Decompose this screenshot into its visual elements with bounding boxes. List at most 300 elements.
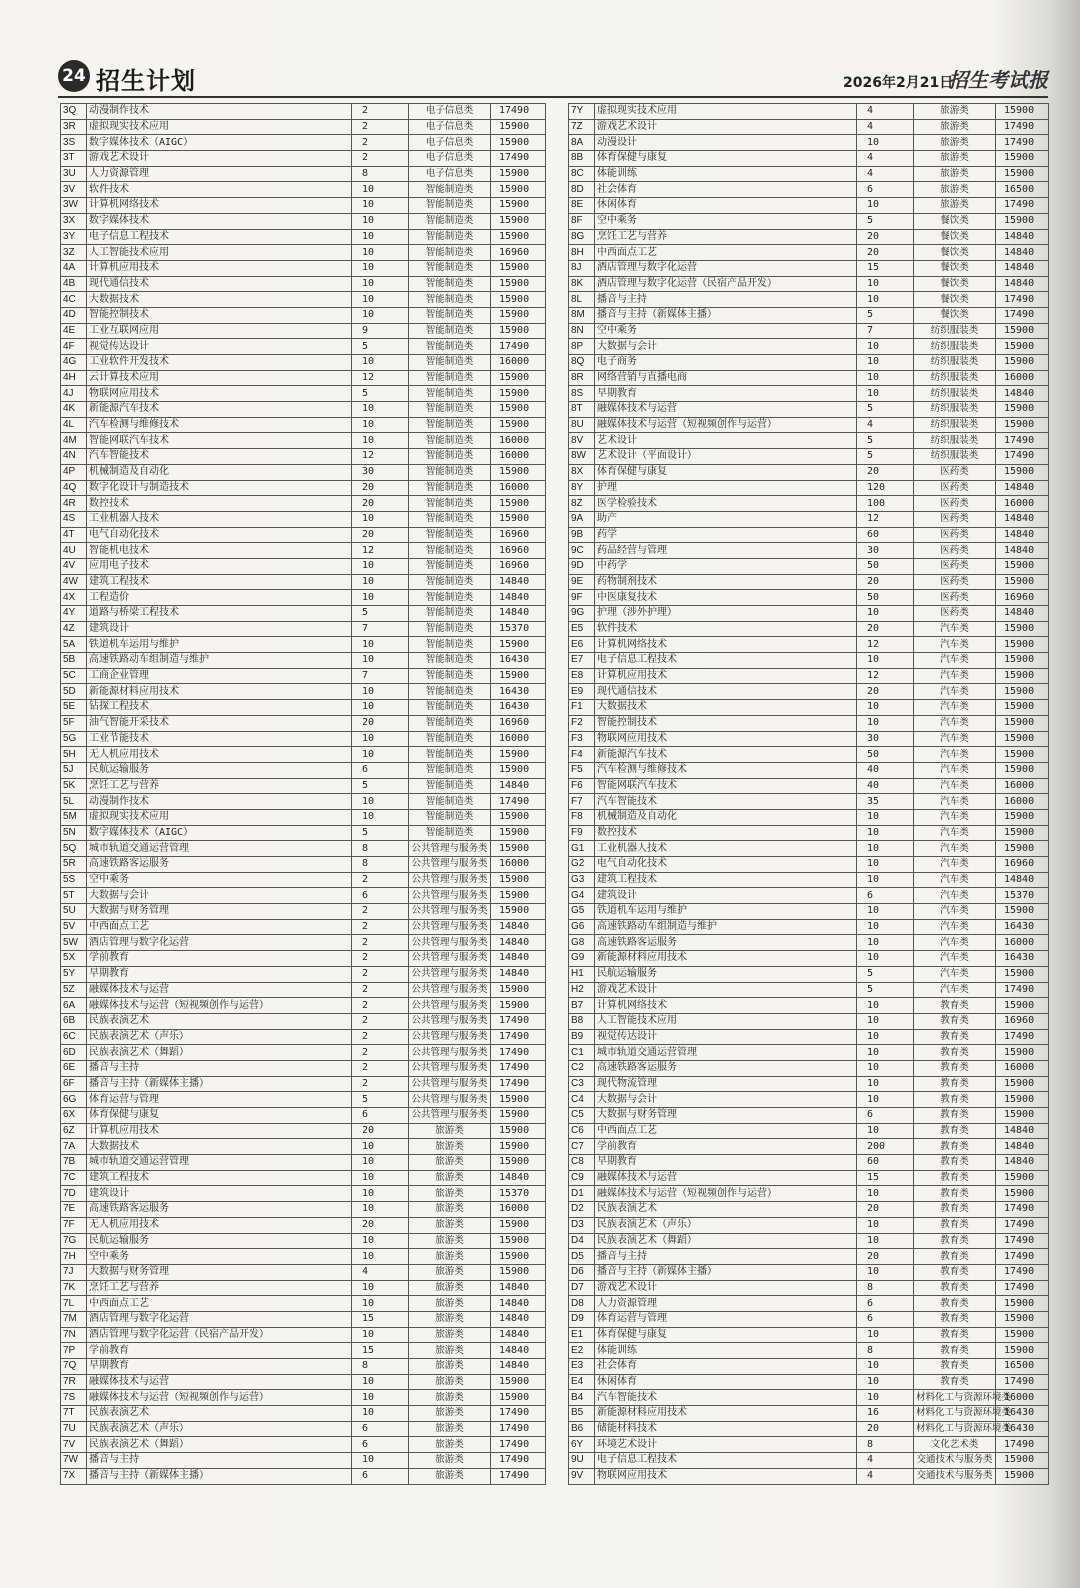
category: 材料化工与资源环境类: [914, 1421, 996, 1437]
tuition-fee: 15900: [996, 1092, 1049, 1108]
table-row: [61, 747, 546, 763]
category: 教育类: [914, 1264, 996, 1280]
category: 医药类: [914, 606, 996, 622]
plan-count: 10: [857, 653, 914, 669]
major-code: 3V: [61, 182, 87, 198]
table-row: [569, 841, 1049, 857]
category: 旅游类: [914, 151, 996, 167]
major-name: 融媒体技术与运营（短视频创作与运营）: [595, 417, 857, 433]
tuition-fee: 15900: [491, 668, 546, 684]
major-name: 现代通信技术: [87, 276, 352, 292]
plan-count: 2: [352, 872, 409, 888]
plan-count: 10: [352, 653, 409, 669]
major-code: 9D: [569, 558, 595, 574]
table-row: [61, 951, 546, 967]
table-row: [61, 1264, 546, 1280]
major-code: 4N: [61, 449, 87, 465]
tuition-fee: 15900: [491, 1108, 546, 1124]
tuition-fee: 16960: [996, 857, 1049, 873]
table-row: [61, 135, 546, 151]
table-row: [61, 653, 546, 669]
table-row: [569, 198, 1049, 214]
table-row: [569, 276, 1049, 292]
major-code: D1: [569, 1186, 595, 1202]
major-name: 高速铁路客运服务: [87, 857, 352, 873]
table-row: [61, 919, 546, 935]
major-name: 学前教育: [87, 951, 352, 967]
table-row: [569, 527, 1049, 543]
category: 汽车类: [914, 841, 996, 857]
major-name: 体育保健与康复: [595, 1327, 857, 1343]
plan-count: 10: [352, 574, 409, 590]
plan-count: 2: [352, 998, 409, 1014]
major-name: 计算机应用技术: [87, 1123, 352, 1139]
category: 电子信息类: [409, 151, 491, 167]
major-name: 现代物流管理: [595, 1076, 857, 1092]
tuition-fee: 15900: [491, 386, 546, 402]
category: 材料化工与资源环境类: [914, 1406, 996, 1422]
table-row: [61, 731, 546, 747]
major-code: 9G: [569, 606, 595, 622]
tuition-fee: 15900: [491, 370, 546, 386]
major-code: G1: [569, 841, 595, 857]
major-code: 8S: [569, 386, 595, 402]
major-name: 人力资源管理: [87, 166, 352, 182]
table-row: [569, 919, 1049, 935]
major-name: 铁道机车运用与维护: [595, 904, 857, 920]
tuition-fee: 15900: [996, 809, 1049, 825]
major-code: 7Y: [569, 104, 595, 120]
major-code: 4E: [61, 323, 87, 339]
tuition-fee: 15900: [996, 1076, 1049, 1092]
major-code: 5E: [61, 700, 87, 716]
category: 旅游类: [409, 1233, 491, 1249]
table-row: [61, 433, 546, 449]
plan-count: 10: [857, 872, 914, 888]
major-name: 云计算技术应用: [87, 370, 352, 386]
major-code: 5T: [61, 888, 87, 904]
category: 智能制造类: [409, 574, 491, 590]
major-name: 早期教育: [595, 386, 857, 402]
major-name: 无人机应用技术: [87, 1217, 352, 1233]
major-code: 4A: [61, 260, 87, 276]
category: 汽车类: [914, 684, 996, 700]
tuition-fee: 15900: [996, 1327, 1049, 1343]
category: 旅游类: [409, 1374, 491, 1390]
table-row: [569, 1406, 1049, 1422]
table-row: [569, 119, 1049, 135]
major-name: 动漫制作技术: [87, 794, 352, 810]
major-name: 工业机器人技术: [595, 841, 857, 857]
major-name: 大数据技术: [87, 1139, 352, 1155]
major-name: 汽车检测与维修技术: [595, 762, 857, 778]
major-name: 中西面点工艺: [87, 1296, 352, 1312]
major-name: 建筑工程技术: [595, 872, 857, 888]
plan-count: 8: [857, 1280, 914, 1296]
category: 汽车类: [914, 809, 996, 825]
plan-count: 4: [857, 151, 914, 167]
major-name: 大数据与会计: [87, 888, 352, 904]
major-code: C4: [569, 1092, 595, 1108]
major-code: 6Z: [61, 1123, 87, 1139]
tuition-fee: 14840: [491, 951, 546, 967]
plan-count: 10: [857, 135, 914, 151]
major-code: 7A: [61, 1139, 87, 1155]
major-code: B8: [569, 1013, 595, 1029]
table-row: [61, 119, 546, 135]
major-code: 4D: [61, 307, 87, 323]
major-code: 8N: [569, 323, 595, 339]
major-code: E2: [569, 1343, 595, 1359]
tuition-fee: 15900: [491, 307, 546, 323]
major-name: 工业互联网应用: [87, 323, 352, 339]
major-code: E1: [569, 1327, 595, 1343]
major-code: B7: [569, 998, 595, 1014]
table-row: [569, 606, 1049, 622]
major-code: 6C: [61, 1029, 87, 1045]
category: 旅游类: [409, 1186, 491, 1202]
major-name: 烹饪工艺与营养: [595, 229, 857, 245]
major-code: 7S: [61, 1390, 87, 1406]
table-row: [569, 1311, 1049, 1327]
major-code: G2: [569, 857, 595, 873]
tuition-fee: 15900: [491, 198, 546, 214]
major-code: C7: [569, 1139, 595, 1155]
table-row: [61, 1249, 546, 1265]
tuition-fee: 15900: [491, 119, 546, 135]
category: 教育类: [914, 1108, 996, 1124]
major-code: 6X: [61, 1108, 87, 1124]
major-code: D7: [569, 1280, 595, 1296]
table-row: [61, 166, 546, 182]
plan-count: 10: [857, 1092, 914, 1108]
tuition-fee: 16430: [996, 1421, 1049, 1437]
plan-count: 4: [352, 1264, 409, 1280]
tuition-fee: 15900: [996, 417, 1049, 433]
major-name: 播音与主持（新媒体主播）: [87, 1468, 352, 1484]
category: 公共管理与服务类: [409, 966, 491, 982]
major-name: 城市轨道交通运营管理: [87, 841, 352, 857]
major-name: 融媒体技术与运营: [87, 1374, 352, 1390]
major-name: 数字化设计与制造技术: [87, 480, 352, 496]
plan-count: 6: [352, 762, 409, 778]
tuition-fee: 15900: [491, 1390, 546, 1406]
major-code: G3: [569, 872, 595, 888]
plan-count: 6: [857, 888, 914, 904]
category: 旅游类: [409, 1155, 491, 1171]
plan-count: 2: [352, 1076, 409, 1092]
major-name: 应用电子技术: [87, 558, 352, 574]
plan-count: 10: [857, 339, 914, 355]
major-code: C8: [569, 1155, 595, 1171]
page-number-badge: 24: [58, 60, 90, 92]
category: 智能制造类: [409, 606, 491, 622]
plan-count: 20: [857, 621, 914, 637]
table-row: [61, 104, 546, 120]
major-name: 大数据与财务管理: [87, 904, 352, 920]
category: 公共管理与服务类: [409, 857, 491, 873]
major-code: 5G: [61, 731, 87, 747]
table-row: [61, 1139, 546, 1155]
table-row: [569, 825, 1049, 841]
tuition-fee: 15900: [996, 653, 1049, 669]
table-row: [61, 1437, 546, 1453]
tuition-fee: 15900: [491, 762, 546, 778]
major-name: 学前教育: [595, 1139, 857, 1155]
table-row: [61, 1045, 546, 1061]
plan-count: 15: [352, 1343, 409, 1359]
category: 公共管理与服务类: [409, 951, 491, 967]
plan-count: 10: [352, 731, 409, 747]
tuition-fee: 14840: [996, 229, 1049, 245]
plan-count: 2: [352, 1045, 409, 1061]
major-name: 智能网联汽车技术: [87, 433, 352, 449]
major-name: 工业机器人技术: [87, 511, 352, 527]
tuition-fee: 15900: [996, 402, 1049, 418]
plan-count: 10: [352, 1202, 409, 1218]
major-code: 5U: [61, 904, 87, 920]
category: 智能制造类: [409, 292, 491, 308]
table-row: [61, 323, 546, 339]
table-row: [61, 1327, 546, 1343]
tuition-fee: 15900: [996, 339, 1049, 355]
major-code: 4S: [61, 511, 87, 527]
category: 智能制造类: [409, 386, 491, 402]
major-name: 民航运输服务: [87, 762, 352, 778]
tuition-fee: 14840: [491, 919, 546, 935]
major-name: 建筑工程技术: [87, 1170, 352, 1186]
tuition-fee: 15370: [491, 621, 546, 637]
major-code: D4: [569, 1233, 595, 1249]
major-code: 4R: [61, 496, 87, 512]
major-code: G8: [569, 935, 595, 951]
plan-count: 10: [857, 1076, 914, 1092]
category: 旅游类: [409, 1296, 491, 1312]
category: 教育类: [914, 1092, 996, 1108]
table-row: [569, 229, 1049, 245]
major-name: 汽车检测与维修技术: [87, 417, 352, 433]
plan-count: 10: [352, 402, 409, 418]
major-name: 游戏艺术设计: [595, 1280, 857, 1296]
major-code: G4: [569, 888, 595, 904]
category: 旅游类: [409, 1421, 491, 1437]
table-row: [569, 1390, 1049, 1406]
category: 旅游类: [409, 1123, 491, 1139]
major-code: 6F: [61, 1076, 87, 1092]
major-code: 4M: [61, 433, 87, 449]
tuition-fee: 15900: [491, 229, 546, 245]
table-row: [569, 574, 1049, 590]
major-code: C9: [569, 1170, 595, 1186]
major-name: 物联网应用技术: [595, 1468, 857, 1484]
header-rule: [58, 96, 1048, 98]
table-row: [61, 621, 546, 637]
major-name: 现代通信技术: [595, 684, 857, 700]
major-code: F6: [569, 778, 595, 794]
major-name: 民族表演艺术（声乐）: [87, 1421, 352, 1437]
category: 旅游类: [409, 1468, 491, 1484]
major-name: 中西面点工艺: [595, 245, 857, 261]
page-header: [58, 58, 1050, 98]
tuition-fee: 17490: [996, 1233, 1049, 1249]
tuition-fee: 16430: [491, 700, 546, 716]
category: 智能制造类: [409, 370, 491, 386]
plan-count: 10: [857, 1029, 914, 1045]
category: 餐饮类: [914, 276, 996, 292]
tuition-fee: 17490: [491, 1045, 546, 1061]
major-name: 融媒体技术与运营: [87, 982, 352, 998]
category: 旅游类: [409, 1327, 491, 1343]
major-code: 5N: [61, 825, 87, 841]
table-row: [569, 1343, 1049, 1359]
major-name: 烹饪工艺与营养: [87, 778, 352, 794]
category: 旅游类: [409, 1311, 491, 1327]
major-code: 8W: [569, 449, 595, 465]
table-row: [569, 1029, 1049, 1045]
plan-count: 20: [857, 1249, 914, 1265]
major-code: 8P: [569, 339, 595, 355]
category: 公共管理与服务类: [409, 998, 491, 1014]
table-row: [569, 1249, 1049, 1265]
plan-count: 2: [352, 904, 409, 920]
major-name: 计算机网络技术: [595, 998, 857, 1014]
plan-count: 60: [857, 527, 914, 543]
category: 旅游类: [409, 1406, 491, 1422]
major-code: 7K: [61, 1280, 87, 1296]
table-row: [61, 700, 546, 716]
category: 纺织服装类: [914, 339, 996, 355]
category: 教育类: [914, 1123, 996, 1139]
plan-count: 10: [857, 904, 914, 920]
category: 纺织服装类: [914, 433, 996, 449]
major-name: 铁道机车运用与维护: [87, 637, 352, 653]
major-name: 城市轨道交通运营管理: [595, 1045, 857, 1061]
plan-count: 2: [352, 966, 409, 982]
category: 旅游类: [409, 1139, 491, 1155]
category: 旅游类: [409, 1264, 491, 1280]
category: 电子信息类: [409, 119, 491, 135]
plan-count: 10: [352, 198, 409, 214]
major-code: E6: [569, 637, 595, 653]
tuition-fee: 15900: [491, 982, 546, 998]
major-code: E3: [569, 1359, 595, 1375]
category: 智能制造类: [409, 496, 491, 512]
major-code: 4Q: [61, 480, 87, 496]
category: 汽车类: [914, 731, 996, 747]
major-code: 6Y: [569, 1437, 595, 1453]
major-name: 高速铁路客运服务: [595, 935, 857, 951]
table-row: [569, 668, 1049, 684]
category: 智能制造类: [409, 668, 491, 684]
category: 纺织服装类: [914, 323, 996, 339]
major-name: 汽车智能技术: [87, 449, 352, 465]
major-code: 3W: [61, 198, 87, 214]
table-row: [61, 668, 546, 684]
category: 材料化工与资源环境类: [914, 1390, 996, 1406]
plan-count: 5: [352, 1092, 409, 1108]
major-name: 药物制剂技术: [595, 574, 857, 590]
major-name: 虚拟现实技术应用: [595, 104, 857, 120]
major-code: 8R: [569, 370, 595, 386]
major-name: 播音与主持: [87, 1060, 352, 1076]
plan-count: 10: [352, 1233, 409, 1249]
table-row: [569, 1468, 1049, 1484]
table-row: [569, 1374, 1049, 1390]
major-code: E5: [569, 621, 595, 637]
major-code: D2: [569, 1202, 595, 1218]
category: 汽车类: [914, 951, 996, 967]
tuition-fee: 16960: [491, 558, 546, 574]
tuition-fee: 14840: [996, 1139, 1049, 1155]
tuition-fee: 17490: [996, 1437, 1049, 1453]
tuition-fee: 15900: [491, 1374, 546, 1390]
major-name: 汽车智能技术: [595, 794, 857, 810]
table-row: [569, 951, 1049, 967]
major-name: 电气自动化技术: [595, 857, 857, 873]
category: 公共管理与服务类: [409, 1076, 491, 1092]
major-code: 3U: [61, 166, 87, 182]
major-name: 体育运营与管理: [595, 1311, 857, 1327]
table-row: [569, 621, 1049, 637]
major-name: 物联网应用技术: [87, 386, 352, 402]
major-name: 大数据与财务管理: [595, 1108, 857, 1124]
plan-count: 10: [857, 1390, 914, 1406]
plan-count: 5: [857, 966, 914, 982]
tuition-fee: 15900: [491, 1233, 546, 1249]
major-code: 8K: [569, 276, 595, 292]
table-row: [569, 496, 1049, 512]
major-code: 5L: [61, 794, 87, 810]
category: 智能制造类: [409, 229, 491, 245]
table-row: [61, 1202, 546, 1218]
category: 旅游类: [914, 182, 996, 198]
major-code: G6: [569, 919, 595, 935]
category: 电子信息类: [409, 166, 491, 182]
major-code: 7Z: [569, 119, 595, 135]
major-name: 融媒体技术与运营: [595, 402, 857, 418]
category: 医药类: [914, 480, 996, 496]
major-code: 8J: [569, 260, 595, 276]
plan-count: 10: [352, 1139, 409, 1155]
plan-count: 2: [352, 1029, 409, 1045]
major-code: 5K: [61, 778, 87, 794]
major-name: 护理（涉外护理）: [595, 606, 857, 622]
table-row: [61, 1453, 546, 1469]
major-name: 播音与主持: [87, 1453, 352, 1469]
plan-count: 60: [857, 1155, 914, 1171]
plan-count: 10: [857, 276, 914, 292]
table-row: [61, 229, 546, 245]
tuition-fee: 17490: [996, 1202, 1049, 1218]
major-code: 7R: [61, 1374, 87, 1390]
major-name: 电气自动化技术: [87, 527, 352, 543]
plan-count: 10: [352, 747, 409, 763]
tuition-fee: 15900: [491, 841, 546, 857]
major-name: 建筑工程技术: [87, 574, 352, 590]
major-code: 8V: [569, 433, 595, 449]
table-row: [61, 637, 546, 653]
tuition-fee: 15900: [996, 1311, 1049, 1327]
major-code: 4G: [61, 355, 87, 371]
table-row: [61, 464, 546, 480]
tuition-fee: 15900: [996, 998, 1049, 1014]
tuition-fee: 17490: [996, 433, 1049, 449]
tuition-fee: 14840: [996, 606, 1049, 622]
table-row: [61, 966, 546, 982]
tuition-fee: 16960: [996, 590, 1049, 606]
category: 纺织服装类: [914, 355, 996, 371]
plan-count: 10: [857, 951, 914, 967]
